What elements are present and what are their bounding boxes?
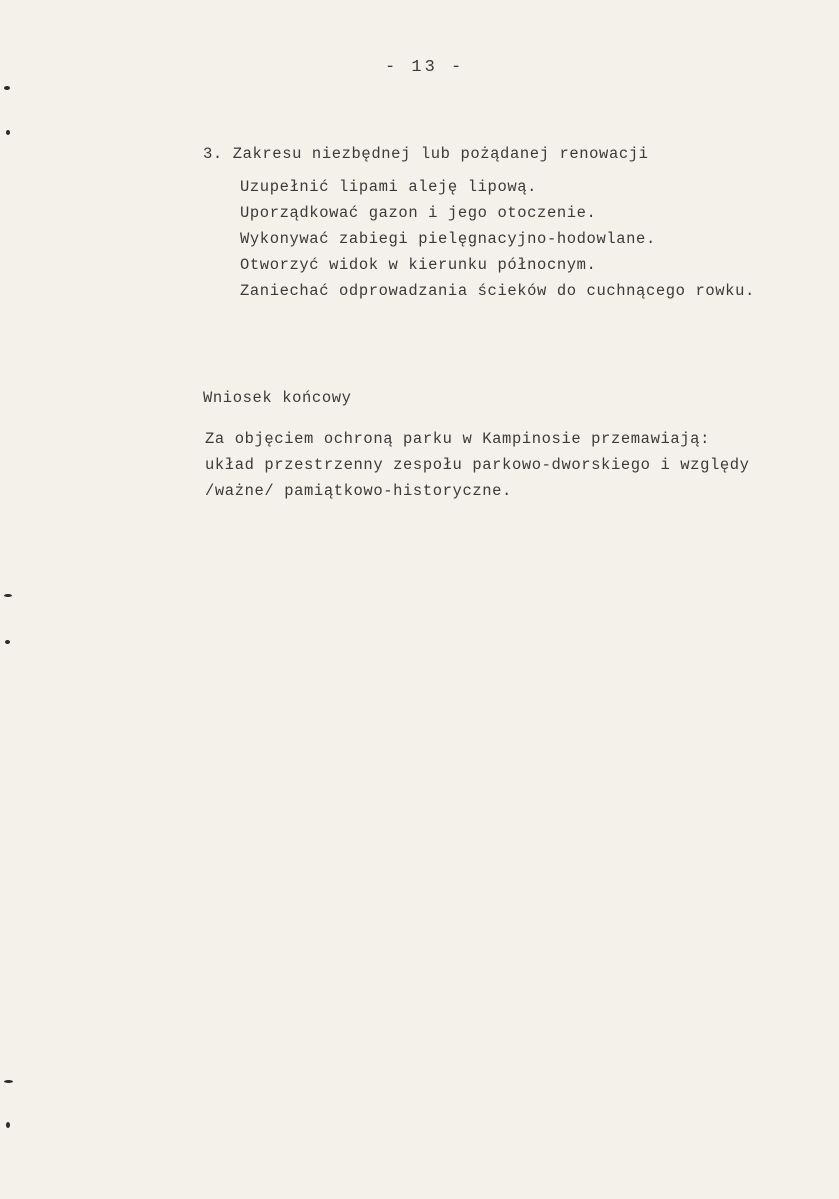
list-item: Uzupełnić lipami aleję lipową. xyxy=(240,178,538,196)
list-item: Otworzyć widok w kierunku północnym. xyxy=(240,256,597,274)
list-item: Zaniechać odprowadzania ścieków do cuchnącego rowku. xyxy=(240,282,755,300)
conclusion-line: Za objęciem ochroną parku w Kampinosie przemawiają: xyxy=(205,430,710,448)
conclusion-line: układ przestrzenny zespołu parkowo-dworskiego i względy xyxy=(205,456,750,474)
margin-mark xyxy=(4,1080,13,1083)
list-item: Uporządkować gazon i jego otoczenie. xyxy=(240,204,597,222)
margin-mark xyxy=(6,1122,10,1128)
margin-mark xyxy=(5,640,10,644)
margin-mark xyxy=(4,86,10,90)
conclusion-line: /ważne/ pamiątkowo-historyczne. xyxy=(205,482,512,500)
margin-mark xyxy=(6,130,10,135)
section-heading: 3. Zakresu niezbędnej lub pożądanej renowacji xyxy=(203,145,649,163)
list-item: Wykonywać zabiegi pielęgnacyjno-hodowlane. xyxy=(240,230,656,248)
margin-mark xyxy=(4,594,12,597)
page-number: - 13 - xyxy=(385,58,465,77)
conclusion-title: Wniosek końcowy xyxy=(203,389,352,407)
